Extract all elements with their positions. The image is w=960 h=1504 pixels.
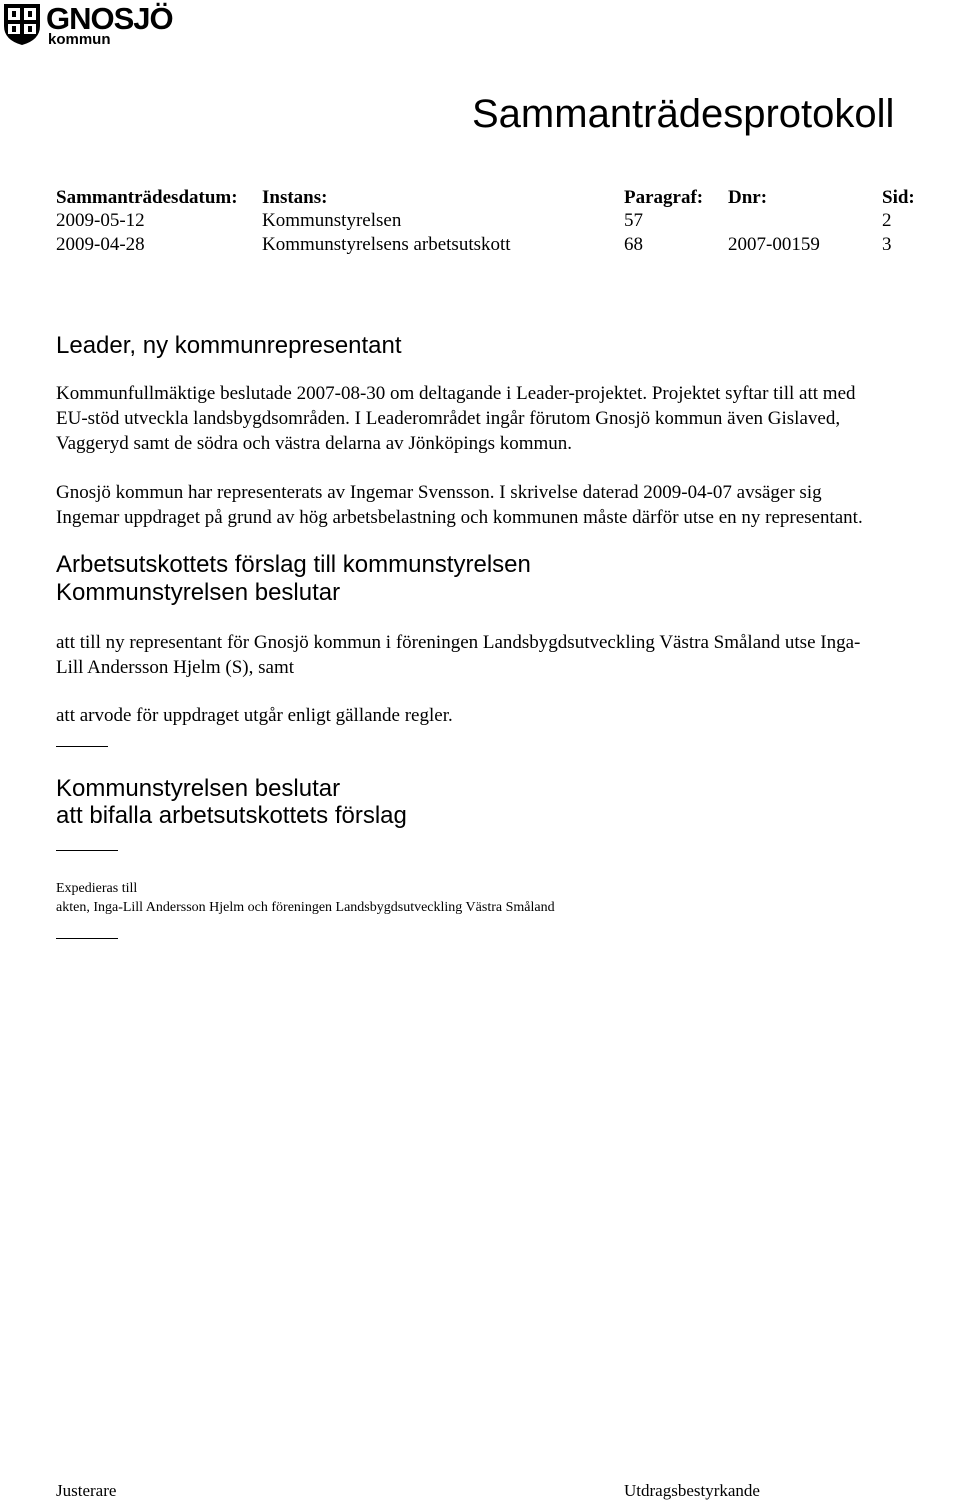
logo-subtitle: kommun [48,31,111,48]
gnosjo-coat-of-arms-icon [2,2,42,46]
divider [56,938,118,939]
paragraph-line: Kommunfullmäktige beslutade 2007-08-30 om deltagande i Leader-projektet. Projektet syftar till att med [56,383,856,404]
meta-row-2-page: 3 [882,234,892,255]
meta-row-2-paragraph: 68 [624,234,643,255]
meta-header-page: Sid: [882,187,915,208]
meta-header-paragraph: Paragraf: [624,187,704,208]
divider [56,850,118,851]
proposal-heading: Arbetsutskottets förslag till kommunstyrelsen [56,551,531,578]
paragraph-line: att till ny representant för Gnosjö kommun i föreningen Landsbygdsutveckling Västra Småland utse Inga- [56,632,861,653]
paragraph-line: Ingemar uppdraget på grund av hög arbetsbelastning och kommunen måste därför utse en ny representant. [56,507,863,528]
meta-header-dnr: Dnr: [728,187,768,208]
meta-row-2-instance: Kommunstyrelsens arbetsutskott [262,234,511,255]
footer-justerare: Justerare [56,1481,117,1500]
decision-text: att bifalla arbetsutskottets förslag [56,802,407,829]
meta-row-1-date: 2009-05-12 [56,210,145,231]
dispatch-label: Expedieras till [56,881,138,896]
meta-header-date: Sammanträdesdatum: [56,187,238,208]
section-heading: Leader, ny kommunrepresentant [56,332,402,359]
paragraph-line: EU-stöd utveckla landsbygdsområden. I Leaderområdet ingår förutom Gnosjö kommun även Gislaved, [56,408,841,429]
proposal-fee-paragraph: att arvode för uppdraget utgår enligt gällande regler. [56,705,453,726]
meta-row-1-instance: Kommunstyrelsen [262,210,402,231]
meta-row-1-paragraph: 57 [624,210,643,231]
dispatch-recipients: akten, Inga-Lill Andersson Hjelm och föreningen Landsbygdsutveckling Västra Småland [56,900,555,915]
meta-row-2-date: 2009-04-28 [56,234,145,255]
document-title: Sammanträdesprotokoll [472,92,895,136]
divider [56,746,108,747]
meta-row-1-page: 2 [882,210,892,231]
logo-wordmark: GNOSJÖ [46,1,173,36]
proposal-paragraph [56,630,956,680]
paragraph-representative [56,480,956,530]
meta-row-2-dnr: 2007-00159 [728,234,820,255]
meta-header-instance: Instans: [262,187,328,208]
paragraph-background [56,381,956,456]
gnosjo-logo [2,2,172,46]
footer-utdragsbestyrkande: Utdragsbestyrkande [624,1481,760,1500]
decision-heading: Kommunstyrelsen beslutar [56,775,341,802]
paragraph-line: Gnosjö kommun har representerats av Ingemar Svensson. I skrivelse daterad 2009-04-07 avsäger sig [56,482,822,503]
paragraph-line: Vaggeryd samt de södra och västra delarna av Jönköpings kommun. [56,433,573,454]
paragraph-line: Lill Andersson Hjelm (S), samt [56,657,295,678]
proposal-subheading: Kommunstyrelsen beslutar [56,579,341,606]
